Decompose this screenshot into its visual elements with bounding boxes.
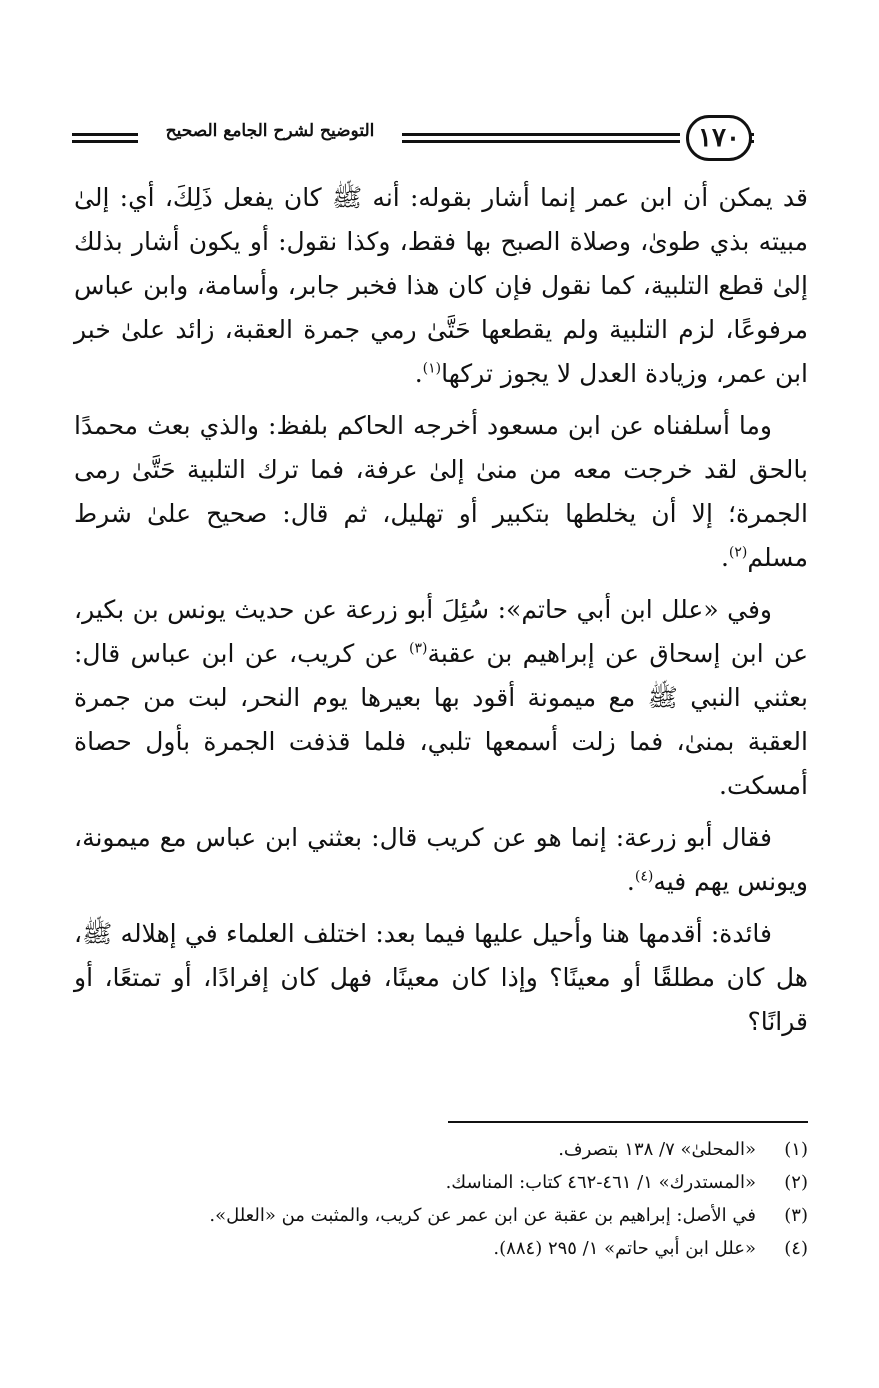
paragraph-3-text-b: عن كريب، عن ابن عباس قال: بعثني النبي ﷺ مع ميمونة أقود بها بعيرها يوم النحر، لبت من جمرة العقبة بمنىٰ، فما زلت أسمعها تلبي، فلما قذفت الجمرة بأول حصاة أمسكت. bbox=[74, 639, 808, 800]
footnote-3 bbox=[74, 1199, 808, 1232]
footnote-text: في الأصل: إبراهيم بن عقبة عن ابن عمر عن كريب، والمثبت من «العلل». bbox=[209, 1205, 756, 1226]
paragraph-1-end: . bbox=[414, 359, 423, 388]
paragraph-4-end: . bbox=[626, 867, 635, 896]
footnote-text: «المحلىٰ» ٧/ ١٣٨ بتصرف. bbox=[558, 1139, 756, 1160]
footnote-2 bbox=[74, 1166, 808, 1199]
footnote-number: (٣) bbox=[784, 1205, 808, 1226]
footnote-ref-4: (٤) bbox=[634, 868, 654, 885]
footnote-ref-3: (٣) bbox=[409, 640, 428, 657]
footnote-number: (٤) bbox=[784, 1238, 808, 1259]
header-ornament-line-left bbox=[72, 133, 138, 143]
footnote-number: (٢) bbox=[784, 1172, 808, 1193]
paragraph-2-end: . bbox=[720, 543, 729, 572]
footnotes bbox=[74, 1133, 808, 1265]
header-ornament-line-middle bbox=[402, 133, 680, 143]
page-header bbox=[72, 115, 808, 163]
footnote-ref-2: (٢) bbox=[728, 544, 748, 561]
paragraph-3 bbox=[74, 588, 808, 808]
paragraph-4-text: فقال أبو زرعة: إنما هو عن كريب قال: بعثني ابن عباس مع ميمونة، ويونس يهم فيه bbox=[74, 823, 808, 896]
paragraph-4 bbox=[74, 816, 808, 904]
paragraph-3-text-a: وفي «علل ابن أبي حاتم»: سُئِلَ أبو زرعة عن حديث يونس بن بكير، عن ابن إسحاق عن إبراهيم بن عقبة bbox=[74, 595, 808, 668]
footnote-number: (١) bbox=[784, 1139, 808, 1160]
footnote-separator bbox=[448, 1121, 808, 1123]
footnote-1 bbox=[74, 1133, 808, 1166]
footnote-text: «علل ابن أبي حاتم» ١/ ٢٩٥ (٨٨٤). bbox=[493, 1238, 756, 1259]
paragraph-1 bbox=[74, 176, 808, 396]
paragraph-1-text: قد يمكن أن ابن عمر إنما أشار بقوله: أنه ﷺ كان يفعل ذَلِكَ، أي: إلىٰ مبيته بذي طوىٰ، وصلاة الصبح بها فقط، وكذا نقول: أو يكون أشار بذلك إلىٰ قطع التلبية، كما نقول فإن كان هذا فخبر جابر، وأسامة، وابن عباس مرفوعًا، لزم التلبية ولم يقطعها حَتَّىٰ رمي جمرة العقبة، زائد علىٰ خبر ابن عمر، وزيادة العدل لا يجوز تركها bbox=[74, 183, 808, 388]
main-text bbox=[74, 176, 808, 1052]
running-title: التوضيح لشرح الجامع الصحيح bbox=[165, 121, 375, 141]
footnote-ref-1: (١) bbox=[422, 360, 442, 377]
footnote-text: «المستدرك» ١/ ٤٦١-٤٦٢ كتاب: المناسك. bbox=[445, 1172, 756, 1193]
paragraph-5-text: فائدة: أقدمها هنا وأحيل عليها فيما بعد: اختلف العلماء في إهلاله ﷺ، هل كان مطلقًا أو معينًا؟ وإذا كان معينًا، فهل كان إفرادًا، أو تمتعًا، أو قرانًا؟ bbox=[74, 919, 808, 1036]
paragraph-2-text: وما أسلفناه عن ابن مسعود أخرجه الحاكم بلفظ: والذي بعث محمدًا بالحق لقد خرجت معه من منىٰ إلىٰ عرفة، فما ترك التلبية حَتَّىٰ رمى الجمرة؛ إلا أن يخلطها بتكبير أو تهليل، ثم قال: صحيح علىٰ شرط مسلم bbox=[74, 411, 808, 572]
page-number: ١٧٠ bbox=[686, 115, 752, 161]
paragraph-2 bbox=[74, 404, 808, 580]
footnote-4 bbox=[74, 1232, 808, 1265]
paragraph-5 bbox=[74, 912, 808, 1044]
